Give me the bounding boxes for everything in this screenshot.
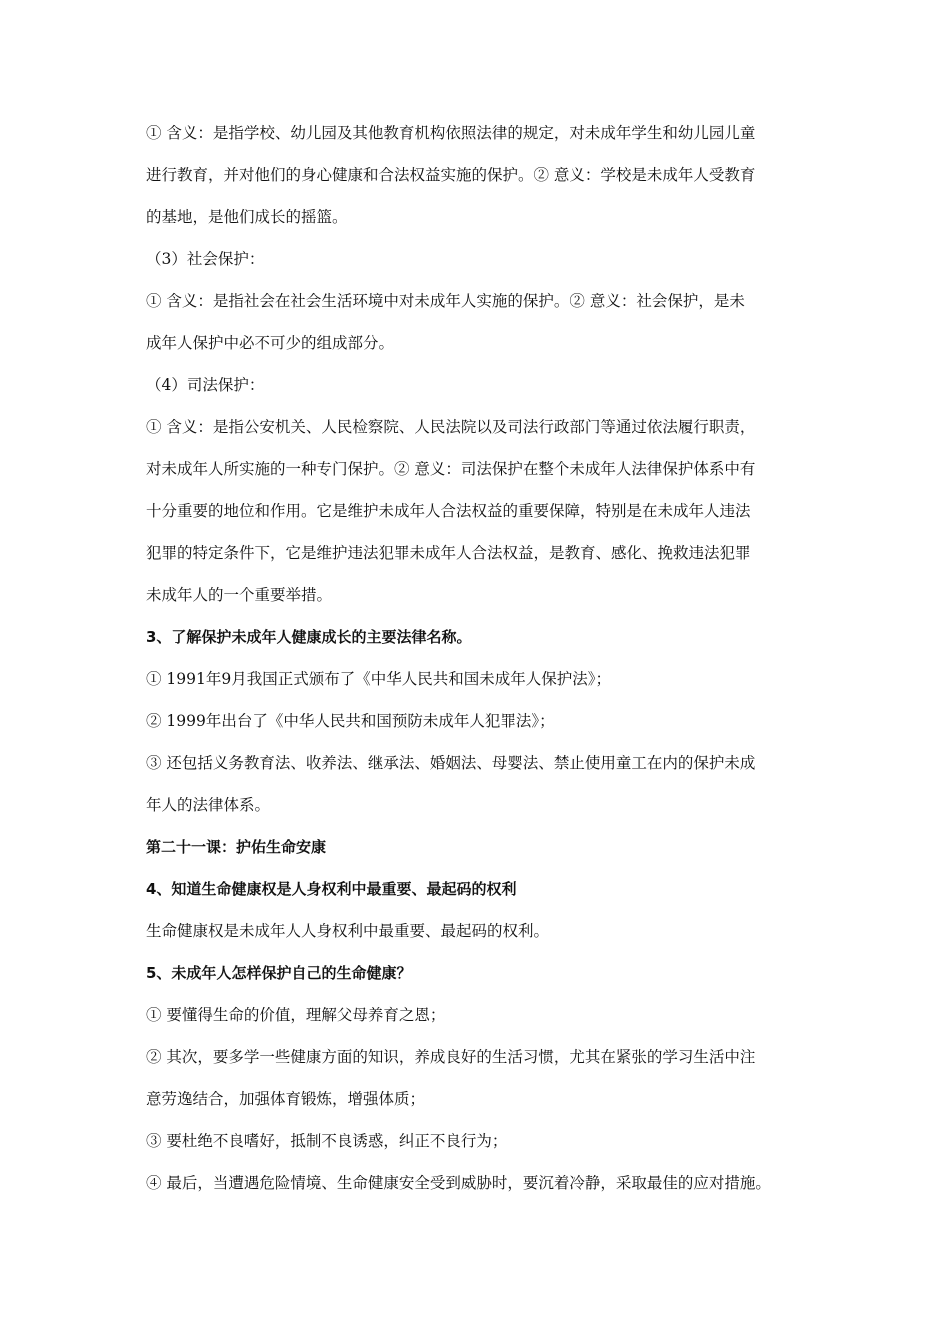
body-text-line: ① 含义：是指公安机关、人民检察院、人民法院以及司法行政部门等通过依法履行职责， [146, 418, 756, 436]
list-item: ③ 还包括义务教育法、收养法、继承法、婚姻法、母婴法、禁止使用童工在内的保护未成 [146, 754, 756, 772]
subsection-heading: （4）司法保护： [146, 376, 265, 394]
list-item: ② 其次，要多学一些健康方面的知识，养成良好的生活习惯，尤其在紧张的学习生活中注 [146, 1048, 756, 1066]
body-text-line: 对未成年人所实施的一种专门保护。② 意义：司法保护在整个未成年人法律保护体系中有 [146, 460, 756, 478]
body-text-line: 年人的法律体系。 [146, 796, 271, 814]
list-item: ① 1991年9月我国正式颁布了《中华人民共和国未成年人保护法》； [146, 670, 611, 688]
subsection-heading: （3）社会保护： [146, 250, 265, 268]
body-text-line: 犯罪的特定条件下，它是维护违法犯罪未成年人合法权益，是教育、感化、挽救违法犯罪 [146, 544, 751, 562]
body-text-line: ① 含义：是指学校、幼儿园及其他教育机构依照法律的规定，对未成年学生和幼儿园儿童 [146, 124, 756, 142]
body-text-line: ① 含义：是指社会在社会生活环境中对未成年人实施的保护。② 意义：社会保护，是未 [146, 292, 745, 310]
body-text-line: 未成年人的一个重要举措。 [146, 586, 333, 604]
body-text-line: 进行教育，并对他们的身心健康和合法权益实施的保护。② 意义：学校是未成年人受教育 [146, 166, 756, 184]
section-heading: 3、了解保护未成年人健康成长的主要法律名称。 [146, 628, 472, 646]
list-item: ① 要懂得生命的价值，理解父母养育之恩； [146, 1006, 446, 1024]
body-text-line: 意劳逸结合，加强体育锻炼，增强体质； [146, 1090, 426, 1108]
lesson-title: 第二十一课：护佑生命安康 [146, 838, 327, 856]
list-item: ③ 要杜绝不良嗜好，抵制不良诱惑，纠正不良行为； [146, 1132, 508, 1150]
document-body [146, 112, 826, 1204]
body-text-line: 生命健康权是未成年人人身权利中最重要、最起码的权利。 [146, 922, 550, 940]
section-heading: 5、未成年人怎样保护自己的生命健康？ [146, 964, 412, 982]
section-heading: 4、知道生命健康权是人身权利中最重要、最起码的权利 [146, 880, 517, 898]
body-text-line: 十分重要的地位和作用。它是维护未成年人合法权益的重要保障，特别是在未成年人违法 [146, 502, 751, 520]
list-item: ④ 最后，当遭遇危险情境、生命健康安全受到威胁时，要沉着冷静，采取最佳的应对措施。 [146, 1174, 771, 1192]
body-text-line: 成年人保护中必不可少的组成部分。 [146, 334, 395, 352]
list-item: ② 1999年出台了《中华人民共和国预防未成年人犯罪法》； [146, 712, 555, 730]
body-text-line: 的基地，是他们成长的摇篮。 [146, 208, 348, 226]
